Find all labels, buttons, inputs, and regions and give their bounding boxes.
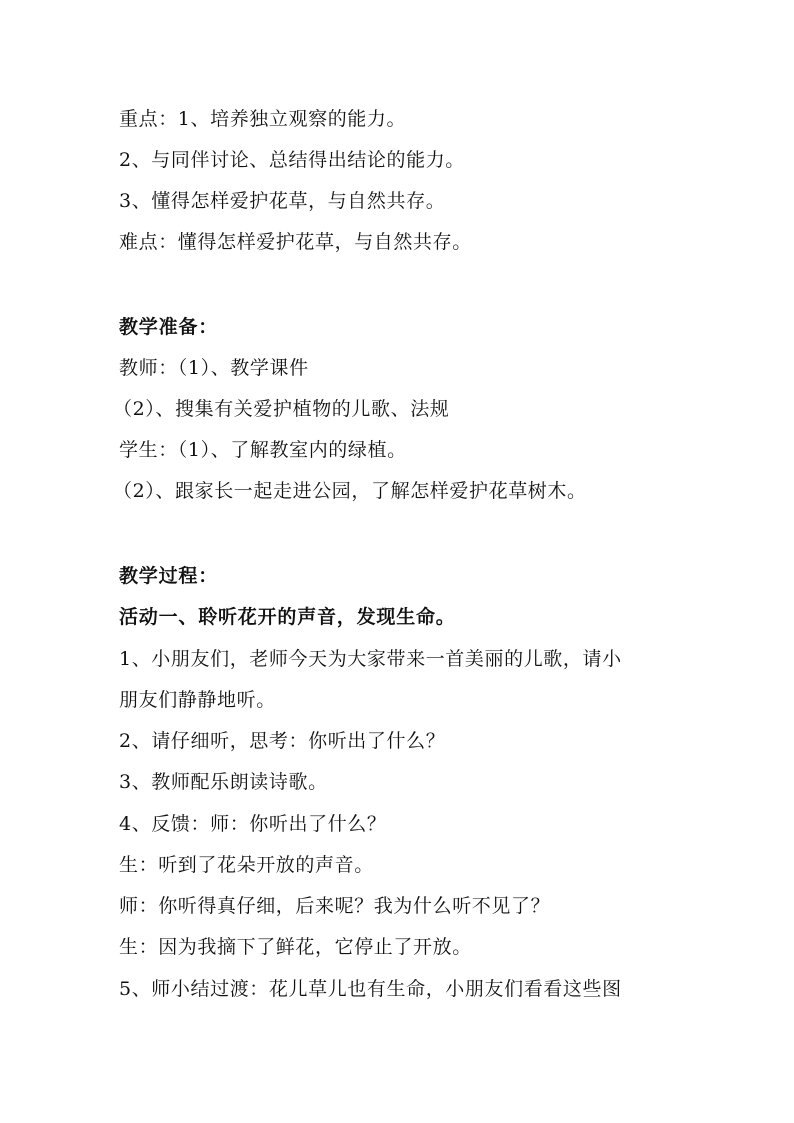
focus-line-2: 2、与同伴讨论、总结得出结论的能力。 — [119, 149, 465, 171]
process-line: 生：因为我摘下了鲜花，它停止了开放。 — [119, 936, 472, 958]
process-line: 生：听到了花朵开放的声音。 — [119, 854, 374, 876]
difficulty-line: 难点：懂得怎样爱护花草，与自然共存。 — [119, 231, 472, 253]
process-line: 3、教师配乐朗读诗歌。 — [119, 771, 328, 793]
focus-line-1: 重点：1、培养独立观察的能力。 — [119, 108, 407, 130]
process-line: 5、师小结过渡：花儿草儿也有生命，小朋友们看看这些图 — [119, 978, 622, 1000]
preparation-student-2: （2）、跟家长一起走进公园，了解怎样爱护花草树木。 — [113, 480, 587, 502]
focus-line-3: 3、懂得怎样爱护花草，与自然共存。 — [119, 190, 446, 212]
preparation-student-1: 学生：（1）、了解教室内的绿植。 — [119, 439, 407, 461]
process-line: 2、请仔细听，思考：你听出了什么？ — [119, 730, 446, 752]
activity-1-title: 活动一、聆听花开的声音，发现生命。 — [119, 606, 456, 628]
preparation-teacher-2: （2）、搜集有关爱护植物的儿歌、法规 — [113, 398, 450, 420]
process-heading: 教学过程： — [119, 565, 219, 587]
process-line: 1、小朋友们，老师今天为大家带来一首美丽的儿歌，请小 — [119, 648, 622, 670]
process-line: 4、反馈：师：你听出了什么？ — [119, 813, 387, 835]
process-line: 朋友们静静地听。 — [119, 689, 276, 711]
preparation-heading: 教学准备： — [119, 316, 219, 338]
process-line: 师：你听得真仔细，后来呢？我为什么听不见了？ — [119, 895, 551, 917]
preparation-teacher-1: 教师：（1）、教学课件 — [119, 357, 309, 379]
